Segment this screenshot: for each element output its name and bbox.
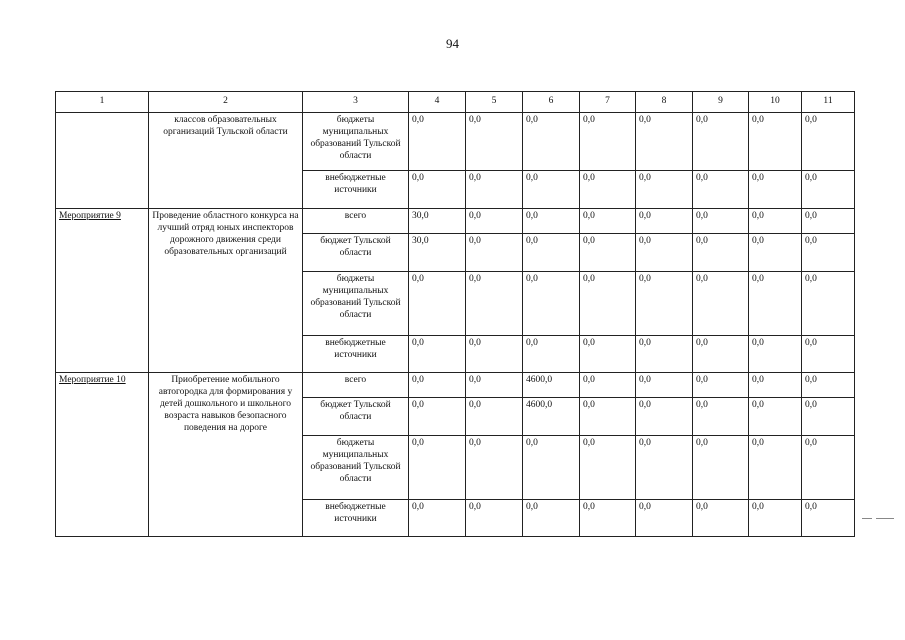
event-label: Мероприятие 10 — [59, 375, 126, 385]
value-cell: 0,0 — [636, 398, 693, 436]
column-number-row — [56, 92, 855, 113]
value-cell: 0,0 — [802, 272, 855, 336]
value-cell: 0,0 — [466, 436, 523, 500]
column-header: 10 — [749, 92, 802, 113]
value-cell: 0,0 — [636, 272, 693, 336]
value-cell: 0,0 — [636, 336, 693, 373]
value-cell: 4600,0 — [523, 373, 580, 398]
value-cell: 0,0 — [409, 436, 466, 500]
table-body — [56, 92, 855, 537]
value-cell: 0,0 — [466, 272, 523, 336]
funding-source: бюджет Тульской области — [303, 234, 409, 272]
event-description: Приобретение мобильного автогородка для формирования у детей дошкольного и школьного возраста навыков безопасного поведения на дороге — [149, 373, 303, 537]
value-cell: 0,0 — [409, 336, 466, 373]
value-cell: 0,0 — [802, 113, 855, 171]
event-cell — [56, 209, 149, 373]
value-cell: 0,0 — [466, 171, 523, 209]
event-cell — [56, 113, 149, 209]
funding-source: всего — [303, 209, 409, 234]
scan-mark — [876, 518, 894, 519]
value-cell: 0,0 — [693, 234, 749, 272]
value-cell: 0,0 — [466, 373, 523, 398]
value-cell: 0,0 — [802, 373, 855, 398]
funding-source: внебюджетные источники — [303, 336, 409, 373]
value-cell: 0,0 — [523, 113, 580, 171]
value-cell: 0,0 — [409, 373, 466, 398]
event-label: Мероприятие 9 — [59, 211, 121, 221]
value-cell: 0,0 — [409, 171, 466, 209]
value-cell: 0,0 — [636, 436, 693, 500]
value-cell: 0,0 — [636, 500, 693, 537]
value-cell: 0,0 — [636, 113, 693, 171]
value-cell: 0,0 — [580, 113, 636, 171]
value-cell: 0,0 — [802, 171, 855, 209]
event-description: классов образовательных организаций Тульской области — [149, 113, 303, 209]
value-cell: 0,0 — [580, 234, 636, 272]
table-row — [56, 209, 855, 234]
value-cell: 30,0 — [409, 209, 466, 234]
funding-source: бюджеты муниципальных образований Тульской области — [303, 113, 409, 171]
value-cell: 0,0 — [693, 171, 749, 209]
value-cell: 0,0 — [693, 336, 749, 373]
value-cell: 0,0 — [636, 234, 693, 272]
value-cell: 0,0 — [802, 436, 855, 500]
value-cell: 0,0 — [466, 336, 523, 373]
value-cell: 0,0 — [802, 336, 855, 373]
value-cell: 0,0 — [523, 171, 580, 209]
value-cell: 0,0 — [802, 234, 855, 272]
event-cell — [56, 373, 149, 537]
value-cell: 0,0 — [749, 272, 802, 336]
column-header: 7 — [580, 92, 636, 113]
value-cell: 0,0 — [802, 398, 855, 436]
column-header: 11 — [802, 92, 855, 113]
value-cell: 0,0 — [693, 500, 749, 537]
value-cell: 0,0 — [749, 209, 802, 234]
column-header: 4 — [409, 92, 466, 113]
column-header: 8 — [636, 92, 693, 113]
event-description: Проведение областного конкурса на лучший отряд юных инспекторов дорожного движения среди образовательных организаций — [149, 209, 303, 373]
column-header: 6 — [523, 92, 580, 113]
value-cell: 0,0 — [409, 398, 466, 436]
value-cell: 0,0 — [523, 436, 580, 500]
value-cell: 0,0 — [523, 336, 580, 373]
funding-source: бюджеты муниципальных образований Тульской области — [303, 272, 409, 336]
funding-source: бюджет Тульской области — [303, 398, 409, 436]
value-cell: 0,0 — [409, 113, 466, 171]
value-cell: 0,0 — [749, 234, 802, 272]
value-cell: 0,0 — [409, 500, 466, 537]
value-cell: 0,0 — [466, 113, 523, 171]
value-cell: 30,0 — [409, 234, 466, 272]
value-cell: 0,0 — [693, 398, 749, 436]
value-cell: 0,0 — [749, 171, 802, 209]
table-row — [56, 113, 855, 171]
value-cell: 0,0 — [693, 436, 749, 500]
value-cell: 0,0 — [749, 436, 802, 500]
value-cell: 0,0 — [466, 209, 523, 234]
value-cell: 0,0 — [749, 113, 802, 171]
scan-mark — [862, 518, 872, 519]
value-cell: 0,0 — [693, 113, 749, 171]
value-cell: 4600,0 — [523, 398, 580, 436]
funding-source: бюджеты муниципальных образований Тульской области — [303, 436, 409, 500]
table-row — [56, 373, 855, 398]
value-cell: 0,0 — [523, 209, 580, 234]
value-cell: 0,0 — [636, 373, 693, 398]
value-cell: 0,0 — [693, 272, 749, 336]
column-header: 9 — [693, 92, 749, 113]
value-cell: 0,0 — [523, 272, 580, 336]
value-cell: 0,0 — [802, 209, 855, 234]
value-cell: 0,0 — [802, 500, 855, 537]
value-cell: 0,0 — [466, 398, 523, 436]
column-header: 2 — [149, 92, 303, 113]
value-cell: 0,0 — [749, 336, 802, 373]
value-cell: 0,0 — [580, 336, 636, 373]
value-cell: 0,0 — [523, 234, 580, 272]
value-cell: 0,0 — [580, 272, 636, 336]
value-cell: 0,0 — [580, 209, 636, 234]
value-cell: 0,0 — [749, 373, 802, 398]
value-cell: 0,0 — [523, 500, 580, 537]
value-cell: 0,0 — [466, 500, 523, 537]
value-cell: 0,0 — [580, 500, 636, 537]
column-header: 5 — [466, 92, 523, 113]
value-cell: 0,0 — [636, 209, 693, 234]
value-cell: 0,0 — [580, 436, 636, 500]
value-cell: 0,0 — [580, 398, 636, 436]
funding-source: всего — [303, 373, 409, 398]
value-cell: 0,0 — [636, 171, 693, 209]
funding-source: внебюджетные источники — [303, 171, 409, 209]
funding-source: внебюджетные источники — [303, 500, 409, 537]
column-header: 3 — [303, 92, 409, 113]
value-cell: 0,0 — [466, 234, 523, 272]
value-cell: 0,0 — [409, 272, 466, 336]
value-cell: 0,0 — [580, 373, 636, 398]
value-cell: 0,0 — [693, 209, 749, 234]
value-cell: 0,0 — [749, 398, 802, 436]
column-header: 1 — [56, 92, 149, 113]
budget-table — [55, 91, 855, 537]
value-cell: 0,0 — [749, 500, 802, 537]
value-cell: 0,0 — [580, 171, 636, 209]
value-cell: 0,0 — [693, 373, 749, 398]
page-number: 94 — [446, 36, 459, 51]
